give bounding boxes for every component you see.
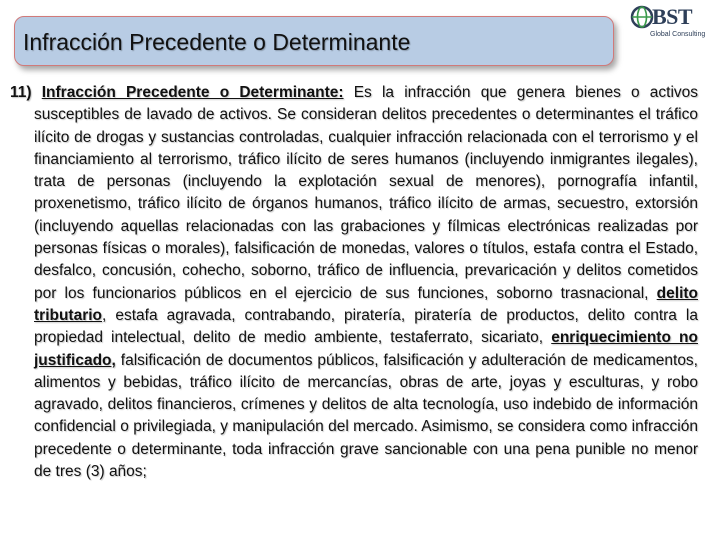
title-banner [14, 16, 614, 66]
page-title: Infracción Precedente o Determinante [23, 29, 411, 55]
definition-block [10, 82, 698, 483]
definition-term: Infracción Precedente o Determinante: [41, 84, 344, 101]
logo-wordmark: BST [652, 4, 693, 29]
bst-logo [630, 4, 716, 44]
highlight-delito-tributario: delito tributario [34, 284, 699, 324]
logo-tagline: Global Consulting [650, 31, 706, 38]
highlight-enriquecimiento: enriquecimiento no justificado, [34, 329, 698, 369]
definition-text-3: falsificación de documentos públicos, falsificación y adulteración de medicamentos, alimentos y bebidas, tráfico ilícito de mercancías, obras de arte, joyas y esculturas, y robo agravado, delitos financieros, crímenes y delitos de alta tecnología, uso indebido de información confidencial o privilegiada, y manipulación del mercado. Asimismo, se considera como infracción precedente o determinante, toda infracción grave sancionable con una pena punible no menor de tres (3) años; [34, 351, 698, 481]
definition-text-1: Es la infracción que genera bienes o activos susceptibles de lavado de activos. Se consideran delitos precedentes o determinantes el tráfico ilícito de drogas y sustancias controladas, cualquier infracción relacionada con el terrorismo y el financiamiento al terrorismo, tráfico ilícito de seres humanos (incluyendo inmigrantes ilegales), trata de personas (incluyendo la explotación sexual de menores), pornografía infantil, proxenetismo, tráfico ilícito de órganos humanos, tráfico ilícito de armas, secuestro, extorsión (incluyendo aquellas relacionadas con las grabaciones y fílmicas electrónicas realizadas por personas físicas o morales), falsificación de monedas, valores o títulos, estafa contra el Estado, desfalco, concusión, cohecho, soborno, tráfico de influencia, prevaricación y delitos cometidos por los funcionarios públicos en el ejercicio de sus funciones, soborno trasnacional, [34, 84, 699, 302]
definition-paragraph [10, 82, 698, 483]
definition-text-2: , estafa agravada, contrabando, piratería, piratería de productos, delito contra la propiedad intelectual, delito de medio ambiente, testaferrato, sicariato, [34, 306, 698, 347]
definition-number: 11) [10, 84, 32, 101]
